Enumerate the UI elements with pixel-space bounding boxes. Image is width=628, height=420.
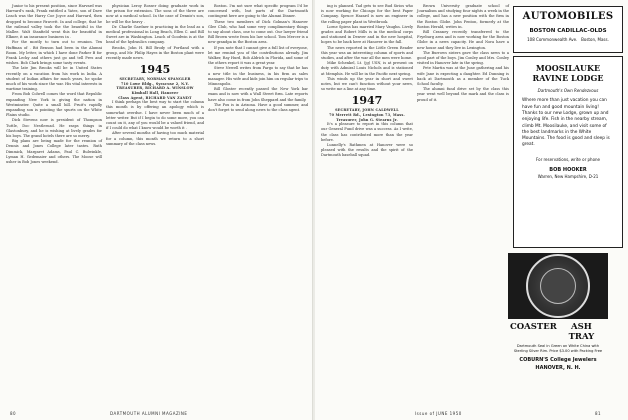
- automobiles-ad-address: 108 Commonwealth Ave. Boston, Mass.: [527, 37, 609, 42]
- class-officer-line: TREASURER, RICHARD A. WINSLOW: [116, 86, 194, 91]
- coaster-ad: [508, 322, 608, 371]
- moosilauke-title: MOOSILAUKE: [535, 63, 601, 73]
- right-column-2: [417, 4, 509, 404]
- automobiles-ad-title: AUTOMOBILES: [522, 11, 614, 22]
- automobiles-ad-dealer: BOSTON CADILLAC-OLDS: [529, 28, 607, 34]
- column-paragraph: Dick Stevens now is president of Thompson Tuttle, Doc Nestleroad. He rasps things in Glastonbury, and he is wishing at lively grades for his boys. The grand hotels there are so merry.: [6, 118, 102, 139]
- class-officer-line: 70 Merrett Rd., Lexington 73, Mass.: [329, 113, 405, 118]
- column-paragraph: The news reported in the Little Green Reader this year was an interesting column of sports and studies, and after the war all the men were home.: [321, 45, 413, 61]
- left-running-foot: DARTMOUTH ALUMNI MAGAZINE: [110, 411, 188, 416]
- dartmouth-seal-image: [508, 253, 608, 319]
- moosilauke-tagline: Dartmouth's Own Rendezvous: [537, 88, 599, 93]
- automobiles-ad: [513, 6, 623, 53]
- column-paragraph: Brooks, John H. Bill Brody of Portland with a group, and Mr. Philip Hayes in the Boston plant were recently made news.: [106, 45, 204, 61]
- column-paragraph: Mike Schenkel, Lt. (jg) USN, is at present on duty with Admiral Louis Nichols and is stationed at Memphis. He will be in the Pacific next spring.: [321, 61, 413, 76]
- column-paragraph: The Burrows sisters gave the class news to a good part of the boys. Jim Conley and Mrs. Conley visited in Hanover late in the spring.: [417, 50, 509, 66]
- coaster-ad-line1: Dartmouth Seal in Green on White China with: [516, 344, 600, 348]
- column-paragraph: After several months of having too much material for a column, this month we return to a short summary of the class news.: [106, 131, 204, 146]
- column-paragraph: Big plans are being made for the reunion of Dennis and Jones College later tastes. Ruth Dimmick, Margaret Adams, Paul C. Bulwinkle, Lyman H. Gedemaier and others. The Moose will usher in Bob Jones weekend.: [6, 139, 102, 165]
- column-paragraph: Boston. I'm not sure what specific program I'd be concerned with, but parts of the Dartmouth contingent here are going to the Alumni Dinner.: [208, 4, 308, 19]
- coaster-ad-jeweler: COBURN'S College Jewelers HANOVER, N. H.: [519, 357, 597, 371]
- column-paragraph: ing is planned. Tad gets to see Bud Sirios who is now working for Chicago for the best Paper Company. Spruce Hazard is now an engineer in the rolling paper plant in Westbrook.: [321, 4, 413, 24]
- column-paragraph: Pete Martin was at the June gathering and his wife Jane is expecting a daughter. Ed Dunning is back at Dartmouth as a member of the Tuck School faculty.: [417, 66, 509, 87]
- column-paragraph: I think perhaps the best way to start the column this month is by offering an apology which is somewhat overdue. I have never been much of a letter writer. But if I begin to do some more, you can count on it, any of you would be a valued friend, and if I could do what I know would be worth it .: [106, 100, 204, 131]
- right-column-1: [321, 4, 413, 404]
- column-paragraph: This winds up the year in short and sweet notes, but we can't function without your news, so write me a line at any time.: [321, 76, 413, 92]
- column-paragraph: Bill Cranney recently transferred to the Fryeburg area and is now working for the Boston Globe in a news capacity. He and Nora have a new house and they live in Lexington.: [417, 30, 509, 50]
- moosilauke-ad: [513, 56, 623, 248]
- right-running-foot: Issue of JUNE 1950: [415, 411, 462, 416]
- moosilauke-contact: BOB HOOKER: [549, 167, 587, 174]
- column-paragraph: Dr. Charlie Gardner is practicing in the lead as a medical professional in Long Beach, Ellen C. and Bill Sweet are in Washington. Leach of Goodwin is at the head of the hydraulics company.: [106, 24, 204, 45]
- left-column-1: [6, 4, 102, 404]
- class-officer-line: SECRETARY, JOHN CALDWELL: [335, 108, 399, 113]
- left-page: [0, 0, 313, 420]
- column-paragraph: physician Leroy Rosser doing graduate work in the prison for extension. The sons of the three are now at a medical school. In the case of Dennis's son, he will be the heavy .: [106, 4, 204, 24]
- class-officer-line: Treasurer, John G. Stearns Jr.: [336, 117, 398, 122]
- moosilauke-subtitle: RAVINE LODGE: [532, 73, 604, 83]
- class-officer-line: Kimball Hall, Hanover: [131, 91, 179, 96]
- column-paragraph: The alumni fund drive set by the class this year went well beyond the mark and the class is proud of it.: [417, 87, 509, 102]
- class-year-heading: 1945: [139, 63, 171, 77]
- moosilauke-address: Warren, New Hampshire, D-21: [537, 174, 599, 180]
- moosilauke-body: Where more than just vacation you can have fun and good mountain living! Thanks to our new Lodge, grown up and enjoying life. Fish in the nearby stream, climb Mt. Moosilauke, and visit some of the best landmarks in the White Mountains. The food is good and sleep is great.: [522, 98, 610, 148]
- column-paragraph: Lunnelly's Rathmen at Hanover were so pleased with the results and the spirit of the Dartmouth baseball squad.: [321, 143, 413, 158]
- column-paragraph: If you note that I cannot give a full list of everyone, let me remind you of the contributions already. Jim Walker, Ray Hurd, Bob Aldrich in Florida, and some of the others report it was a great year.: [208, 45, 308, 66]
- column-paragraph: The late Jim Brooks will be in United States recently on a vacation from his work in India. A student of Indian affairs for much years, he spoke much of his work since the war. His vital interests in wartime training.: [6, 66, 102, 92]
- class-officer-line: 710 Lowe Bldg., Syracuse 2, N.Y.: [120, 81, 190, 86]
- class-officer-line: SECRETARY, NORMAN SPANGLER: [119, 77, 191, 82]
- column-paragraph: Steve Newell writes from Fargo to say that he has a new title in the business, in his firm as sales manager. His wife and kids join him on regular trips to Minneapolis.: [208, 66, 308, 87]
- class-officer-line: Class Agent, RICHARD VAN ZANDT: [118, 95, 192, 100]
- coaster-ad-line2: Sterling Silver Rim. Price $3.00 with Packing Free: [513, 349, 603, 353]
- column-paragraph: These two members of Dick Golman's Hanover Glee Club, who had some very complimentary things to say about class, one to come out. Our lawyer friend Bill Brown wrote from his law school. Tom Mercer is a new grandpa in the Boston area.: [208, 19, 308, 45]
- left-column-3: [208, 4, 308, 404]
- moosilauke-rates: For reservations, write or phone: [535, 156, 601, 162]
- coaster-ad-titles: COASTER ASH TRAY: [510, 322, 595, 342]
- left-folio: 80: [10, 411, 17, 416]
- column-paragraph: It's a pleasure to report in this column that our General Fund drive was a success. As I write, the class has contributed more than the year before.: [321, 122, 413, 142]
- column-paragraph: From Bob Colwell comes the word that Republic expanding New York is giving the nation in Westminster. Quite a small hill. Pruit's rapidly expanding son is pointing the spurts on the White Plains studio.: [6, 92, 102, 118]
- column-paragraph: The Fox is in Arizona. Have a good summer, and don't forget to send along news to the class agent.: [208, 102, 308, 113]
- column-paragraph: Brown University graduate school of Journalism and studying four nights a week in the college, and has a new position with the firm in the Boston Globe. John Fenton, formerly at the Boston Herald, writes in.: [417, 4, 509, 29]
- column-paragraph: Bill Gloster recently passed the New York bar exam and is now with a Wall Street firm. Late reports have also come in from John Sheppard and the family.: [208, 87, 308, 102]
- right-folio: 81: [595, 411, 602, 416]
- left-column-2: [106, 4, 204, 404]
- column-paragraph: Junior to his present position, since Harvard was Harvard's rank, Frank entitled a Yates, son of Dave Leach was the Harry Coe Joyce and Harvard, then dropped to become Fawcett. In and college, that he the railroad valley took the the beautiful in the Mallee. Walt Stanfield went this far beautiful in Elkner, it an insurance business in .: [6, 4, 102, 40]
- class-year-heading: 1947: [351, 94, 383, 108]
- column-paragraph: For the mostly to turn out to reunion. Tex Huffman of . Bit Benson had been in the Alumni Room. My letter, in which I have done Parker B for Frank Lecky and others just go and tell Pres and wishes. Bob Clark brings some tasty events.: [6, 40, 102, 66]
- column-paragraph: Lorne Spiess has married Mary Vaughn. Lively grades and Robert Mills is in the medical corps and stationed in Denver and in the new hospital, hopes to be back here at Hanover in the fall.: [321, 24, 413, 45]
